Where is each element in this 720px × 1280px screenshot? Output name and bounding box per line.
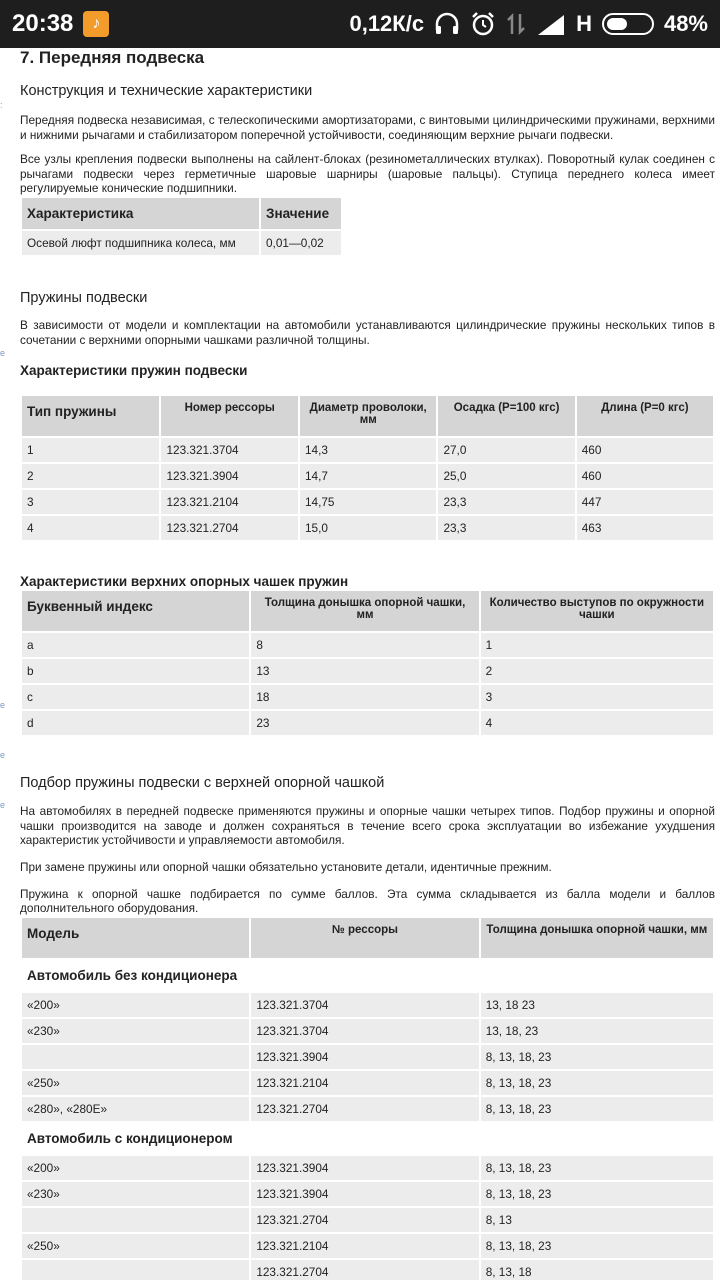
table-cell: 463 bbox=[577, 516, 713, 540]
table-row bbox=[22, 659, 713, 683]
table-cell: 25,0 bbox=[438, 464, 574, 488]
table-cell: 123.321.3904 bbox=[251, 1156, 478, 1180]
edge-marker: : bbox=[0, 100, 3, 110]
table-cell bbox=[22, 1045, 249, 1069]
table-header: Толщина донышка опорной чашки, мм bbox=[481, 918, 713, 958]
page-title: 7. Передняя подвеска bbox=[20, 48, 205, 67]
springs-table bbox=[20, 394, 715, 542]
table-cell: 123.321.2704 bbox=[251, 1097, 478, 1121]
table-cell: «250» bbox=[22, 1071, 249, 1095]
table-cell: «250» bbox=[22, 1234, 249, 1258]
table-row bbox=[22, 1208, 713, 1232]
table-cell: a bbox=[22, 633, 249, 657]
headphones-icon bbox=[434, 12, 460, 36]
article bbox=[20, 48, 715, 1280]
table-cell: 8, 13, 18, 23 bbox=[481, 1071, 713, 1095]
table-cell: 14,75 bbox=[300, 490, 436, 514]
table-row bbox=[22, 1260, 713, 1280]
table-cell: 4 bbox=[481, 711, 713, 735]
table-cell: 3 bbox=[481, 685, 713, 709]
edge-marker: e bbox=[0, 700, 6, 710]
network-speed: 0,12К/с bbox=[349, 11, 425, 36]
table-cell: 15,0 bbox=[300, 516, 436, 540]
table-header: Модель bbox=[22, 918, 249, 958]
tiktok-notification-icon: ♪ bbox=[83, 11, 109, 37]
table-row bbox=[22, 1019, 713, 1043]
table-header: № рессоры bbox=[251, 918, 478, 958]
paragraph: В зависимости от модели и комплектации на автомобили устанавливаются цилиндрические пружины нескольких типов в сочетании с верхними опорными чашками различной толщины. bbox=[20, 317, 715, 347]
table-row bbox=[22, 1182, 713, 1206]
table-cell: 0,01—0,02 bbox=[261, 231, 341, 255]
table-cell: 447 bbox=[577, 490, 713, 514]
table-title: Характеристики пружин подвески bbox=[20, 363, 248, 379]
section-heading: Конструкция и технические характеристики bbox=[20, 83, 313, 99]
table-cell: 18 bbox=[251, 685, 478, 709]
paragraph: На автомобилях в передней подвеске применяются пружины и опорные чашки четырех типов. Подбор пружины и опорной чашки производится на заводе и должен сохраняться в течение всего срока эксплуатации во избежание ухудшения характеристик устойчивости и управляемости автомобиля. bbox=[20, 804, 715, 848]
table-row bbox=[22, 438, 713, 462]
table-cell: Осевой люфт подшипника колеса, мм bbox=[22, 231, 259, 255]
status-bar bbox=[0, 0, 720, 48]
table-cell: 23,3 bbox=[438, 490, 574, 514]
paragraph: При замене пружины или опорной чашки обязательно установите детали, идентичные прежним. bbox=[20, 859, 552, 874]
table-header: Тип пружины bbox=[22, 396, 159, 436]
edge-marker: e bbox=[0, 348, 6, 358]
section-heading: Подбор пружины подвески с верхней опорной чашкой bbox=[20, 775, 385, 792]
edge-marker: e bbox=[0, 750, 6, 760]
table-cell: 123.321.2704 bbox=[251, 1208, 478, 1232]
table-row bbox=[22, 633, 713, 657]
table-cell: 27,0 bbox=[438, 438, 574, 462]
table-cell: 13, 18 23 bbox=[481, 993, 713, 1017]
data-transfer-icon bbox=[506, 12, 526, 36]
paragraph: Пружина к опорной чашке подбирается по сумме баллов. Эта сумма складывается из балла модели и баллов дополнительного оборудования. bbox=[20, 886, 715, 916]
table-cell: 8, 13, 18, 23 bbox=[481, 1045, 713, 1069]
table-header: Буквенный индекс bbox=[22, 591, 249, 631]
table-cell: «280», «280E» bbox=[22, 1097, 249, 1121]
table-cell: 8, 13, 18, 23 bbox=[481, 1097, 713, 1121]
table-header: Осадка (Р=100 кгс) bbox=[438, 396, 574, 436]
table-cell bbox=[22, 1260, 249, 1280]
battery-icon bbox=[602, 13, 654, 35]
table-header: Количество выступов по окружности чашки bbox=[481, 591, 713, 631]
paragraph: Все узлы крепления подвески выполнены на сайлент-блоках (резинометаллических втулках). Поворотный кулак соединен с рычагами подвески через герметичные шаровые шарниры (шаровые пальцы). Ступица переднего колеса имеет регулируемые конические подшипники. bbox=[20, 152, 715, 196]
cups-table bbox=[20, 589, 715, 737]
table-cell: 8, 13 bbox=[481, 1208, 713, 1232]
table-cell: 123.321.2104 bbox=[251, 1234, 478, 1258]
left-edge-strip bbox=[0, 48, 8, 1280]
table-cell: 2 bbox=[481, 659, 713, 683]
table-cell: 4 bbox=[22, 516, 159, 540]
table-row bbox=[22, 464, 713, 488]
table-section-heading: Автомобиль без кондиционера bbox=[22, 960, 713, 991]
table-cell: 13, 18, 23 bbox=[481, 1019, 713, 1043]
table-header: Номер рессоры bbox=[161, 396, 298, 436]
table-row bbox=[22, 1234, 713, 1258]
table-cell: 1 bbox=[22, 438, 159, 462]
table-cell: 460 bbox=[577, 464, 713, 488]
table-cell: 123.321.3704 bbox=[251, 1019, 478, 1043]
edge-marker: e bbox=[0, 800, 6, 810]
table-cell: 8, 13, 18 bbox=[481, 1260, 713, 1280]
table-cell: 123.321.2704 bbox=[251, 1260, 478, 1280]
table-cell: 123.321.2104 bbox=[251, 1071, 478, 1095]
table-cell: 123.321.3904 bbox=[251, 1045, 478, 1069]
table-cell: «230» bbox=[22, 1182, 249, 1206]
table-header: Длина (Р=0 кгс) bbox=[577, 396, 713, 436]
table-cell: 123.321.3904 bbox=[251, 1182, 478, 1206]
table-cell: 8 bbox=[251, 633, 478, 657]
status-icons bbox=[349, 11, 708, 37]
table-cell: «200» bbox=[22, 993, 249, 1017]
table-cell: 8, 13, 18, 23 bbox=[481, 1182, 713, 1206]
table-header: Характеристика bbox=[22, 198, 259, 229]
clock: 20:38 bbox=[12, 10, 74, 37]
table-title: Характеристики верхних опорных чашек пружин bbox=[20, 574, 349, 590]
table-row bbox=[22, 1097, 713, 1121]
table-row bbox=[22, 1156, 713, 1180]
table-cell: 23,3 bbox=[438, 516, 574, 540]
selection-table bbox=[20, 916, 715, 1280]
table-row bbox=[22, 1045, 713, 1069]
table-cell: 14,3 bbox=[300, 438, 436, 462]
table-cell: 23 bbox=[251, 711, 478, 735]
table-cell bbox=[22, 1208, 249, 1232]
table-cell: 123.321.3904 bbox=[161, 464, 298, 488]
table-cell: 13 bbox=[251, 659, 478, 683]
table-cell: 123.321.2104 bbox=[161, 490, 298, 514]
table-row bbox=[22, 516, 713, 540]
table-row bbox=[22, 993, 713, 1017]
table-cell: 460 bbox=[577, 438, 713, 462]
section-heading: Пружины подвески bbox=[20, 289, 148, 306]
table-row bbox=[22, 685, 713, 709]
table-row bbox=[22, 711, 713, 735]
table-cell: 8, 13, 18, 23 bbox=[481, 1156, 713, 1180]
alarm-icon bbox=[470, 11, 496, 37]
table-header: Толщина донышка опорной чашки, мм bbox=[251, 591, 478, 631]
battery-percent: 48% bbox=[663, 11, 708, 36]
paragraph: Передняя подвеска независимая, с телескопическими амортизаторами, с винтовыми цилиндрическими пружинами, верхними и нижними рычагами и стабилизатором поперечной устойчивости, соединяющим верхние рычаги подвески. bbox=[20, 113, 715, 142]
table-cell: 1 bbox=[481, 633, 713, 657]
table-cell: «200» bbox=[22, 1156, 249, 1180]
table-cell: c bbox=[22, 685, 249, 709]
table-cell: d bbox=[22, 711, 249, 735]
table-cell: 123.321.3704 bbox=[161, 438, 298, 462]
table-cell: 8, 13, 18, 23 bbox=[481, 1234, 713, 1258]
table-header: Значение bbox=[261, 198, 341, 229]
table-cell: 14,7 bbox=[300, 464, 436, 488]
table-cell: b bbox=[22, 659, 249, 683]
table-header: Диаметр проволоки, мм bbox=[300, 396, 436, 436]
signal-icon bbox=[536, 13, 566, 35]
battery-level bbox=[607, 18, 627, 30]
table-cell: «230» bbox=[22, 1019, 249, 1043]
table-row bbox=[22, 490, 713, 514]
bearing-table bbox=[20, 196, 343, 257]
table-section-heading: Автомобиль с кондиционером bbox=[22, 1123, 713, 1154]
table-cell: 123.321.3704 bbox=[251, 993, 478, 1017]
network-type: H bbox=[576, 11, 592, 36]
table-cell: 123.321.2704 bbox=[161, 516, 298, 540]
table-cell: 3 bbox=[22, 490, 159, 514]
table-cell: 2 bbox=[22, 464, 159, 488]
table-row bbox=[22, 1071, 713, 1095]
